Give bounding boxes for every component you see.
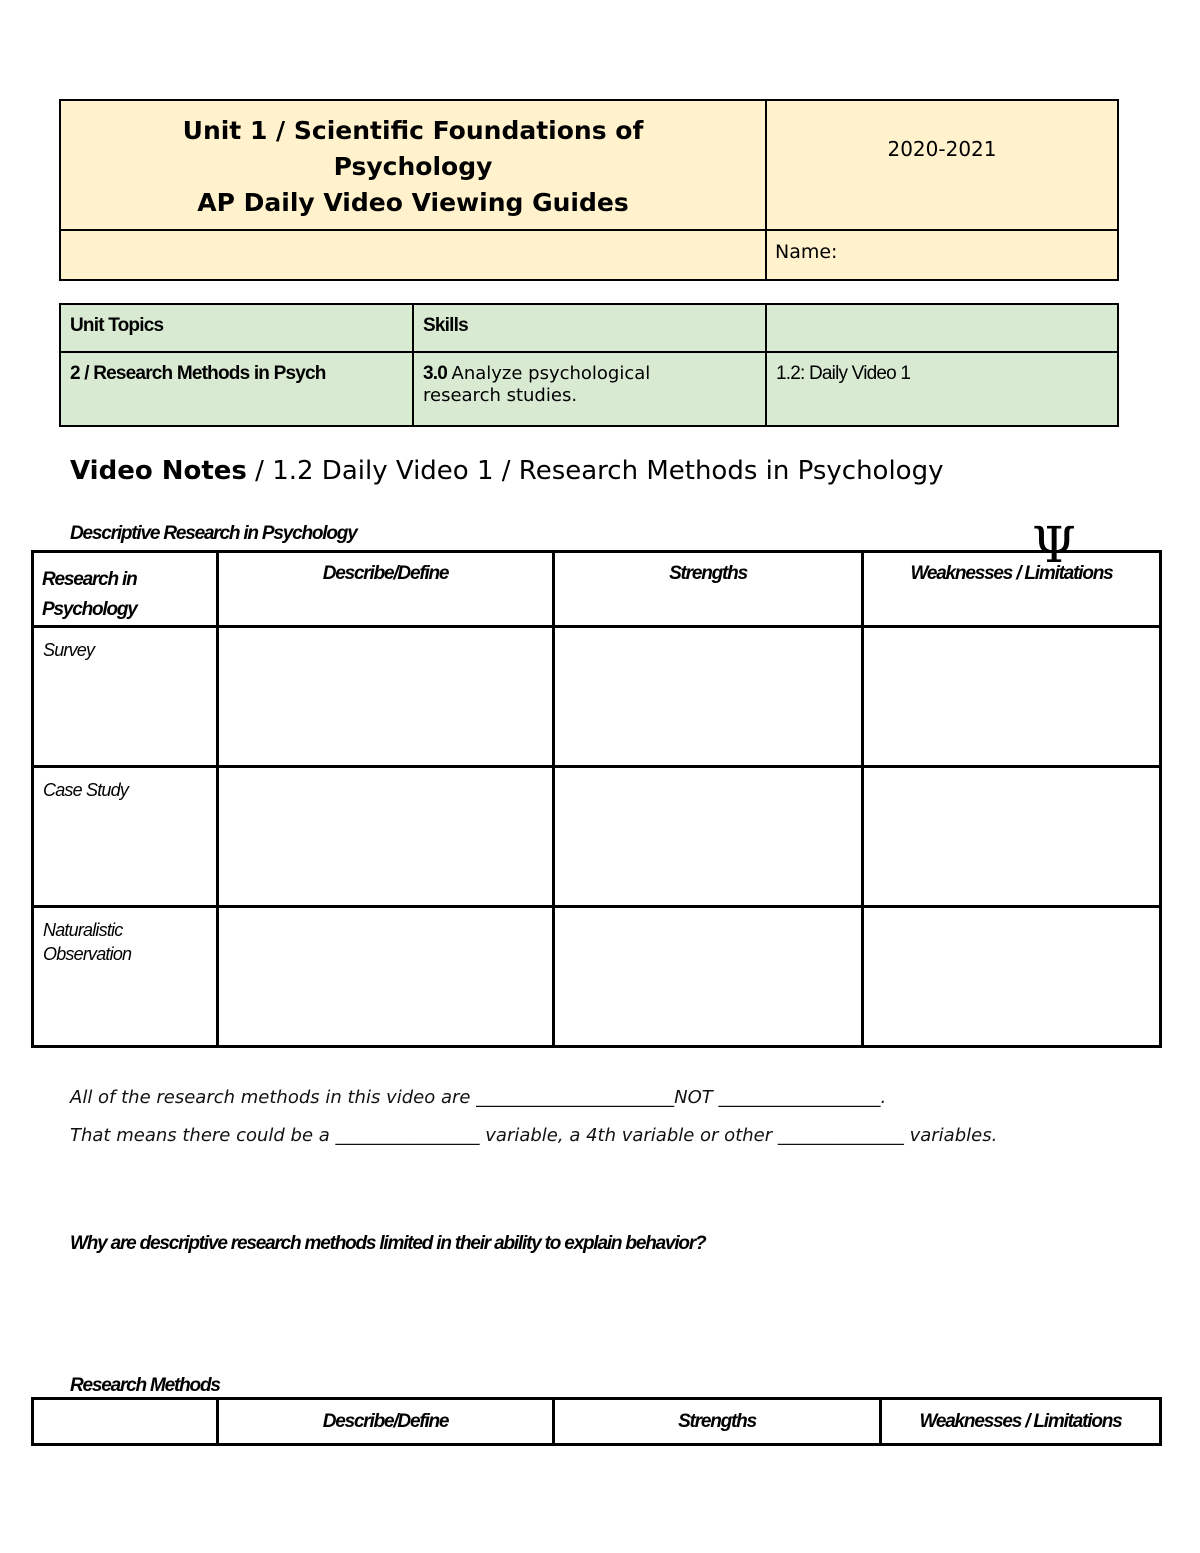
skills-header: Skills (413, 304, 766, 352)
table-row (33, 627, 1161, 767)
rm-weaknesses-header: Weaknesses / Limitations (881, 1399, 1161, 1445)
page-title (60, 100, 766, 230)
title-line-1: Unit 1 / Scientific Foundations of (182, 116, 644, 145)
school-year: 2020-2021 (766, 100, 1118, 230)
header-table (59, 99, 1119, 281)
fill-in-line-1[interactable]: All of the research methods in this video are ______________________NOT __________________. (70, 1087, 887, 1108)
research-header-line-1: Research in (42, 569, 137, 590)
header-blank-cell (60, 230, 766, 280)
skill-text-2: research studies. (423, 385, 578, 406)
skill-text-1: Analyze psychological (451, 363, 651, 384)
question-text: Why are descriptive research methods limited in their ability to explain behavior? (70, 1233, 706, 1254)
title-line-2: Psychology (333, 152, 493, 181)
video-header (766, 304, 1118, 352)
title-line-3: AP Daily Video Viewing Guides (197, 188, 629, 217)
topic-cell: 2 / Research Methods in Psych (60, 352, 413, 426)
name-label: Name: (775, 241, 838, 263)
strengths-cell[interactable] (554, 767, 863, 907)
weaknesses-cell[interactable] (863, 907, 1161, 1047)
research-methods-label: Research Methods (70, 1375, 220, 1396)
rm-describe-header: Describe/Define (218, 1399, 554, 1445)
describe-cell[interactable] (218, 767, 554, 907)
research-header-line-2: Psychology (42, 599, 137, 620)
research-header (33, 552, 218, 627)
weaknesses-cell[interactable] (863, 767, 1161, 907)
rm-blank-header (33, 1399, 218, 1445)
unit-topics-header: Unit Topics (60, 304, 413, 352)
video-notes-rest: / 1.2 Daily Video 1 / Research Methods in Psychology (246, 456, 944, 486)
describe-cell[interactable] (218, 627, 554, 767)
row-label: Naturalistic (43, 920, 123, 940)
topics-table (59, 303, 1119, 427)
row-label-cell (33, 627, 218, 767)
skill-cell (413, 352, 766, 426)
table-row (33, 907, 1161, 1047)
research-methods-table (31, 1397, 1162, 1446)
weaknesses-header: Weaknesses / Limitations (863, 552, 1161, 627)
video-cell: 1.2: Daily Video 1 (766, 352, 1118, 426)
name-field[interactable] (766, 230, 1118, 280)
psi-icon: Ψ (1032, 516, 1076, 574)
strengths-header: Strengths (554, 552, 863, 627)
strengths-cell[interactable] (554, 627, 863, 767)
rm-strengths-header: Strengths (554, 1399, 881, 1445)
video-notes-title (70, 456, 943, 486)
describe-cell[interactable] (218, 907, 554, 1047)
row-label-cell (33, 767, 218, 907)
skill-number: 3.0 (423, 363, 448, 384)
descriptive-section-label: Descriptive Research in Psychology (70, 523, 357, 544)
strengths-cell[interactable] (554, 907, 863, 1047)
row-label-cell (33, 907, 218, 1047)
row-label: Case Study (43, 780, 129, 800)
describe-header: Describe/Define (218, 552, 554, 627)
weaknesses-cell[interactable] (863, 627, 1161, 767)
video-notes-bold: Video Notes (70, 456, 247, 486)
row-label-line-2: Observation (43, 944, 132, 964)
fill-in-line-2[interactable]: That means there could be a ________________ variable, a 4th variable or other ______________ variables. (70, 1125, 998, 1146)
descriptive-table (31, 550, 1162, 1048)
table-row (33, 767, 1161, 907)
row-label: Survey (43, 640, 95, 660)
